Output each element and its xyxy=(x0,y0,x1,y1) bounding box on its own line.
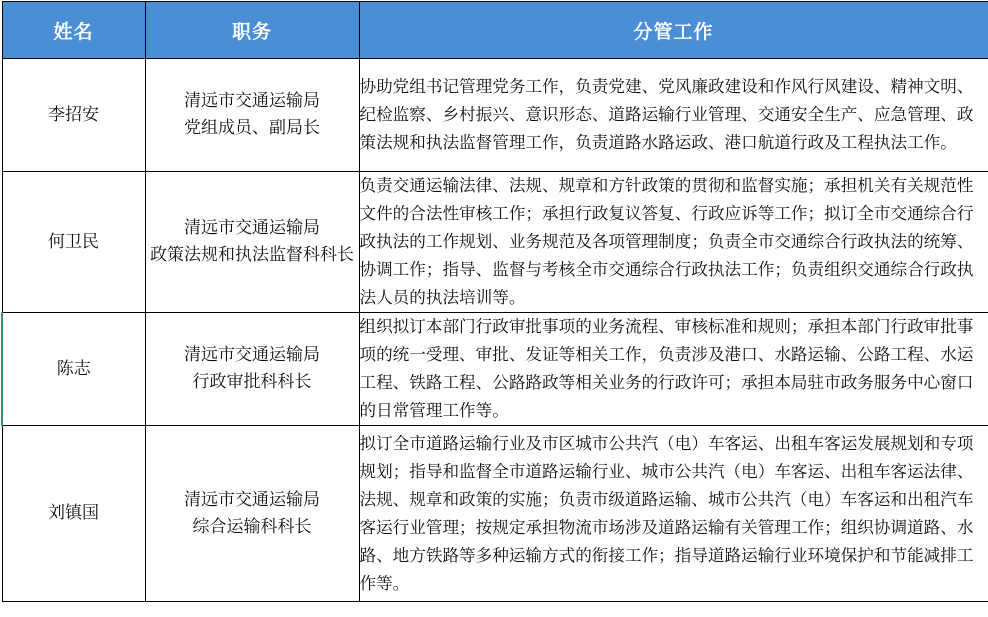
person-duty-cell: 协助党组书记管理党务工作，负责党建、党风廉政建设和作风行风建设、精神文明、纪检监察、乡村振兴、意识形态、道路运输行业管理、交通安全生产、应急管理、政策法规和执法监督管理工作，负责道路水路运政、港口航道行政及工程执法工作。 xyxy=(359,59,988,172)
person-duty-cell: 负责交通运输法律、法规、规章和方针政策的贯彻和监督实施；承担机关有关规范性文件的合法性审核工作；承担行政复议答复、行政应诉等工作；拟订全市交通综合行政执法的工作规划、业务规范及各项管理制度；负责全市交通综合行政执法的统筹、协调工作；指导、监督与考核全市交通综合行政执法工作；负责组织交通综合行政执法人员的执法培训等。 xyxy=(359,172,988,313)
role-title: 行政审批科科长 xyxy=(192,372,312,392)
table-row xyxy=(2,426,988,602)
header-role: 职务 xyxy=(145,2,359,59)
person-duty-cell: 组织拟订本部门行政审批事项的业务流程、审核标准和规则；承担本部门行政审批事项的统一受理、审批、发证等相关工作，负责涉及港口、水路运输、公路工程、水运工程、铁路工程、公路路政等相关业务的行政许可；承担本局驻市政务服务中心窗口的日常管理工作等。 xyxy=(359,313,988,426)
header-name: 姓名 xyxy=(2,2,145,59)
table-row xyxy=(2,59,988,172)
person-role-cell xyxy=(145,59,359,172)
table-row xyxy=(2,172,988,313)
person-name-cell: 何卫民 xyxy=(2,172,145,313)
role-title: 综合运输科科长 xyxy=(192,516,312,537)
role-org: 清远市交通运输局 xyxy=(184,489,320,510)
person-name-cell: 李招安 xyxy=(2,59,145,172)
header-row xyxy=(2,2,988,59)
person-duty-cell: 拟订全市道路运输行业及市区城市公共汽（电）车客运、出租车客运发展规划和专项规划；指导和监督全市道路运输行业、城市公共汽（电）车客运、出租车客运法律、法规、规章和政策的实施；负责市级道路运输、城市公共汽（电）车客运和出租汽车客运行业管理；按规定承担物流市场涉及道路运输有关管理工作；组织协调道路、水路、地方铁路等多种运输方式的衔接工作；指导道路运输行业环境保护和节能减排工作等。 xyxy=(359,426,988,602)
header-duty: 分管工作 xyxy=(359,2,988,59)
person-role-cell xyxy=(145,426,359,602)
person-name-cell: 刘镇国 xyxy=(2,426,145,602)
role-title: 政策法规和执法监督科科长 xyxy=(150,245,354,265)
table-row xyxy=(2,313,988,426)
person-role-cell xyxy=(145,313,359,426)
role-org: 清远市交通运输局 xyxy=(184,91,320,111)
staff-duties-table xyxy=(1,1,988,602)
person-role-cell xyxy=(145,172,359,313)
role-org: 清远市交通运输局 xyxy=(184,218,320,238)
role-title: 党组成员、副局长 xyxy=(184,118,320,138)
role-org: 清远市交通运输局 xyxy=(184,345,320,365)
person-name-cell: 陈志 xyxy=(2,313,145,426)
